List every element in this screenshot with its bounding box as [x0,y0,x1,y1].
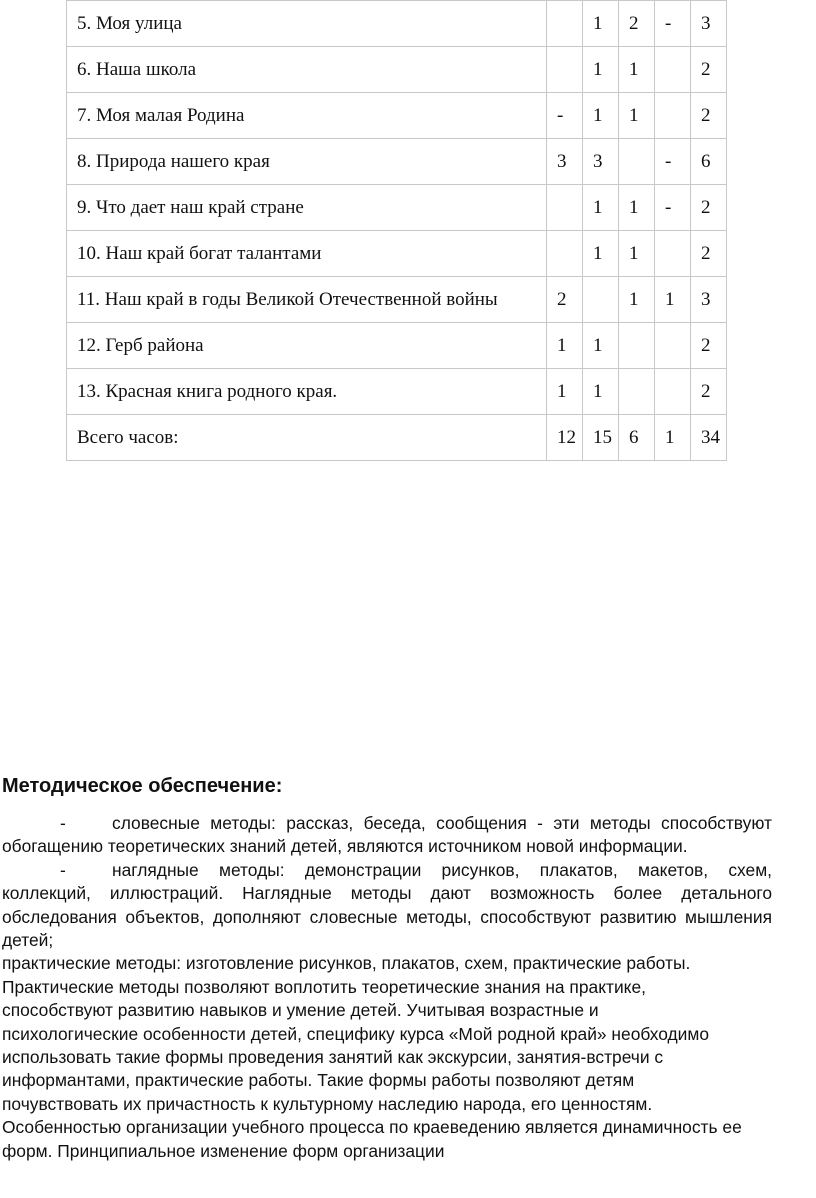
hours-cell: - [547,93,583,139]
hours-cell [655,93,691,139]
hours-cell: 1 [583,185,619,231]
table-row [67,1,727,47]
hours-cell: 1 [547,323,583,369]
hours-cell [619,369,655,415]
paragraph-text: наглядные методы: демонстрации рисунков, плакатов, макетов, схем, коллекций, иллюстраций. Наглядные методы дают возможность более детального обследования объектов, дополняют словесные методы, способствуют развитию мышления детей; [2,859,772,951]
total-cell: 2 [691,231,727,277]
list-dash: - [60,813,66,833]
topic-cell: 12. Герб района [67,323,547,369]
hours-cell: 1 [583,369,619,415]
topic-cell: 13. Красная книга родного края. [67,369,547,415]
hours-cell [619,323,655,369]
table-row [67,231,727,277]
total-cell: 3 [691,1,727,47]
hours-cell: 1 [583,1,619,47]
text-line: информантами, практические работы. Такие формы работы позволяют детям [2,1070,635,1091]
text-line: Особенностью организации учебного процесса по краеведению является динамичность ее [2,1117,742,1138]
hours-cell: 1 [655,277,691,323]
paragraph-text: словесные методы: рассказ, беседа, сообщения - эти методы способствуют обогащению теоретических знаний детей, являются источником новой информации. [2,813,772,857]
hours-cell [583,277,619,323]
section-body [2,812,772,1163]
hours-cell: 1 [619,277,655,323]
hours-cell: 1 [619,231,655,277]
hours-cell: 1 [655,415,691,461]
hours-cell [655,369,691,415]
hours-cell [655,323,691,369]
hours-cell [547,185,583,231]
total-label-cell: Всего часов: [67,415,547,461]
hours-cell: 6 [619,415,655,461]
hours-cell: 1 [583,323,619,369]
topic-cell: 8. Природа нашего края [67,139,547,185]
table-row [67,185,727,231]
hours-cell [547,47,583,93]
hours-cell: 1 [583,231,619,277]
list-dash: - [60,859,66,880]
hours-cell: 1 [583,93,619,139]
total-cell: 2 [691,323,727,369]
total-cell: 6 [691,139,727,185]
hours-cell: 1 [619,185,655,231]
hours-cell [547,231,583,277]
topic-cell: 5. Моя улица [67,1,547,47]
total-cell: 2 [691,369,727,415]
hours-cell: - [655,1,691,47]
text-line: способствуют развитию навыков и умение детей. Учитывая возрастные и [2,1000,599,1021]
total-cell: 2 [691,185,727,231]
topic-cell: 11. Наш край в годы Великой Отечественной войны [67,277,547,323]
table-row [67,93,727,139]
topic-cell: 7. Моя малая Родина [67,93,547,139]
section-heading: Методическое обеспечение: [2,775,283,797]
hours-cell: 3 [583,139,619,185]
table-row [67,369,727,415]
hours-cell [655,231,691,277]
hours-cell: 2 [547,277,583,323]
table-row [67,323,727,369]
table-row [67,139,727,185]
hours-cell: - [655,185,691,231]
text-line: практические методы: изготовление рисунков, плакатов, схем, практические работы. [2,953,691,974]
table-row [67,47,727,93]
hours-cell [655,47,691,93]
hours-cell: 15 [583,415,619,461]
hours-cell: 1 [583,47,619,93]
hours-cell: - [655,139,691,185]
total-cell: 2 [691,47,727,93]
hours-cell: 1 [619,47,655,93]
hours-cell: 3 [547,139,583,185]
table-row-total [67,415,727,461]
text-line: использовать такие формы проведения занятий как экскурсии, занятия-встречи с [2,1047,664,1068]
hours-cell: 12 [547,415,583,461]
text-line: психологические особенности детей, специфику курса «Мой родной край» необходимо [2,1023,710,1044]
text-line: форм. Принципиальное изменение форм организации [2,1140,445,1161]
text-line: Практические методы позволяют воплотить теоретические знания на практике, [2,976,646,997]
hours-cell [547,1,583,47]
total-cell: 3 [691,277,727,323]
hours-cell: 1 [547,369,583,415]
topic-cell: 10. Наш край богат талантами [67,231,547,277]
hours-cell [619,139,655,185]
paragraph-visual-methods [2,859,772,953]
table-row [67,277,727,323]
hours-table [66,0,727,461]
hours-cell: 1 [619,93,655,139]
total-cell: 2 [691,93,727,139]
paragraph-verbal-methods [2,812,772,859]
topic-cell: 9. Что дает наш край стране [67,185,547,231]
text-line: почувствовать их причастность к культурному наследию народа, его ценностям. [2,1093,653,1114]
total-cell: 34 [691,415,727,461]
topic-cell: 6. Наша школа [67,47,547,93]
hours-cell: 2 [619,1,655,47]
